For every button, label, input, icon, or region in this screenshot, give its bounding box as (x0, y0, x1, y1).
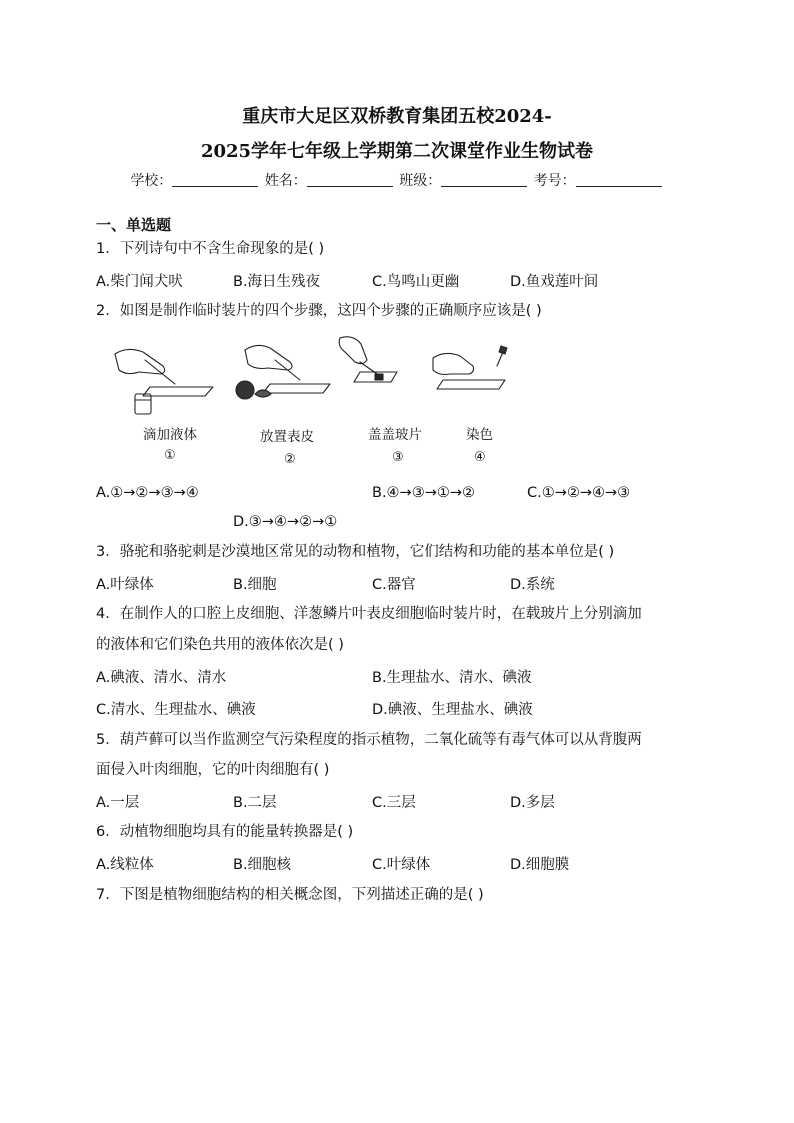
exam-title-line2: 2025学年七年级上学期第二次课堂作业生物试卷 (200, 141, 594, 162)
q1-option-b[interactable]: B.海日生残夜 (233, 274, 321, 290)
q2-option-c[interactable]: C.①→②→④→③ (527, 485, 631, 501)
question-3-stem: 3．骆驼和骆驼刺是沙漠地区常见的动物和植物，它们结构和功能的基本单位是( ) (96, 544, 615, 560)
step4-number: ④ (474, 450, 486, 465)
step2-caption: 放置表皮 (260, 429, 314, 445)
name-label: 姓名： (264, 173, 307, 189)
step1-number: ① (164, 448, 176, 463)
q5-option-a[interactable]: A.一层 (96, 795, 140, 811)
name-blank[interactable] (307, 172, 393, 187)
q1-option-d[interactable]: D.鱼戏莲叶间 (510, 274, 599, 290)
exam-title-line1: 重庆市大足区双桥教育集团五校2024- (242, 106, 552, 127)
question-5-stem-line1: 5．葫芦藓可以当作监测空气污染程度的指示植物，二氧化硫等有毒气体可以从背腹两 (96, 732, 642, 748)
step3-caption: 盖盖玻片 (368, 427, 422, 443)
q4-option-b[interactable]: B.生理盐水、清水、碘液 (372, 670, 532, 686)
q4-option-a[interactable]: A.碘液、清水、清水 (96, 670, 227, 686)
question-7-stem: 7．下图是植物细胞结构的相关概念图，下列描述正确的是( ) (96, 887, 484, 903)
q2-option-a[interactable]: A.①→②→③→④ (96, 485, 199, 501)
exam-number-label: 考号： (533, 173, 576, 189)
school-blank[interactable] (172, 172, 258, 187)
q6-option-a[interactable]: A.线粒体 (96, 857, 154, 873)
q4-option-d[interactable]: D.碘液、生理盐水、碘液 (372, 702, 533, 718)
q1-option-a[interactable]: A.柴门闻犬吠 (96, 274, 183, 290)
step2-number: ② (284, 452, 296, 467)
q1-option-c[interactable]: C.鸟鸣山更幽 (372, 274, 460, 290)
q3-option-a[interactable]: A.叶绿体 (96, 577, 154, 593)
q6-option-d[interactable]: D.细胞膜 (510, 857, 570, 873)
question-6-stem: 6．动植物细胞均具有的能量转换器是( ) (96, 824, 354, 840)
question-4-stem-line1: 4．在制作人的口腔上皮细胞、洋葱鳞片叶表皮细胞临时装片时，在载玻片上分别滴加 (96, 606, 642, 622)
q6-option-b[interactable]: B.细胞核 (233, 857, 292, 873)
step1-caption: 滴加液体 (143, 427, 197, 443)
q5-option-b[interactable]: B.二层 (233, 795, 277, 811)
q3-option-c[interactable]: C.器官 (372, 577, 416, 593)
q4-option-c[interactable]: C.清水、生理盐水、碘液 (96, 702, 256, 718)
step1-dropping-icon (115, 349, 213, 414)
student-info-row (0, 170, 794, 190)
class-blank[interactable] (441, 172, 527, 187)
q5-option-c[interactable]: C.三层 (372, 795, 416, 811)
q6-option-c[interactable]: C.叶绿体 (372, 857, 431, 873)
q2-option-d[interactable]: D.③→④→②→① (233, 514, 338, 530)
slide-steps-figure (105, 332, 525, 417)
school-label: 学校： (130, 173, 173, 189)
step4-staining-icon (433, 346, 507, 389)
question-5-stem-line2: 面侵入叶肉细胞，它的叶肉细胞有( ) (96, 762, 330, 778)
question-4-stem-line2: 的液体和它们染色共用的液体依次是( ) (96, 637, 344, 653)
class-label: 班级： (399, 173, 442, 189)
question-2-stem: 2．如图是制作临时装片的四个步骤，这四个步骤的正确顺序应该是( ) (96, 303, 542, 319)
step3-number: ③ (392, 450, 404, 465)
step2-placing-icon (236, 345, 330, 399)
step4-caption: 染色 (466, 427, 493, 443)
q5-option-d[interactable]: D.多层 (510, 795, 555, 811)
q3-option-d[interactable]: D.系统 (510, 577, 555, 593)
exam-number-blank[interactable] (576, 172, 662, 187)
question-1-stem: 1．下列诗句中不含生命现象的是( ) (96, 241, 325, 257)
step3-covering-icon (339, 337, 397, 382)
q2-option-b[interactable]: B.④→③→①→② (372, 485, 476, 501)
section-heading: 一、单选题 (96, 216, 172, 234)
q3-option-b[interactable]: B.细胞 (233, 577, 277, 593)
